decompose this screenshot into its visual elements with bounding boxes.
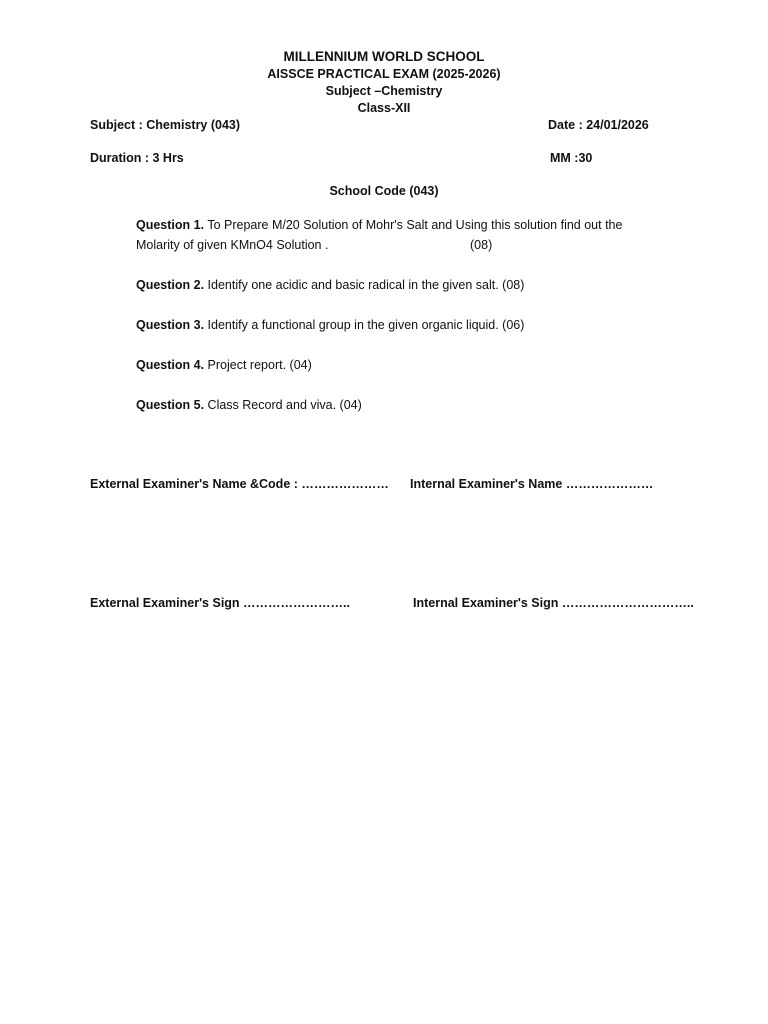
question-3-label: Question 3. xyxy=(136,318,205,332)
subject-heading: Subject –Chemistry xyxy=(325,84,443,98)
question-5 xyxy=(136,395,676,415)
question-1-label: Question 1. xyxy=(136,218,205,232)
question-2 xyxy=(136,275,676,295)
question-4 xyxy=(136,355,676,375)
question-1-text-line2: Molarity of given KMnO4 Solution . xyxy=(136,238,329,252)
question-1 xyxy=(136,215,676,255)
subject-field: Subject : Chemistry (043) xyxy=(90,118,241,132)
question-1-text-line1: To Prepare M/20 Solution of Mohr's Salt and Using this solution find out the xyxy=(204,218,623,232)
question-5-label: Question 5. xyxy=(136,398,205,412)
internal-examiner-sign-field: Internal Examiner's Sign ………………………….. xyxy=(413,596,694,610)
question-2-text: Identify one acidic and basic radical in the given salt. (08) xyxy=(204,278,525,292)
question-5-text: Class Record and viva. (04) xyxy=(204,398,362,412)
question-4-text: Project report. (04) xyxy=(204,358,312,372)
school-code: School Code (043) xyxy=(329,184,439,198)
internal-examiner-name-field: Internal Examiner's Name ………………… xyxy=(410,477,654,491)
question-1-marks: (08) xyxy=(470,238,493,252)
school-name: MILLENNIUM WORLD SCHOOL xyxy=(283,49,485,64)
external-examiner-name-field: External Examiner's Name &Code : ………………… xyxy=(90,477,389,491)
duration-field: Duration : 3 Hrs xyxy=(90,151,184,165)
max-marks-field: MM :30 xyxy=(550,151,593,165)
question-3 xyxy=(136,315,676,335)
external-examiner-sign-field: External Examiner's Sign …………………….. xyxy=(90,596,350,610)
date-field: Date : 24/01/2026 xyxy=(548,118,649,132)
exam-title: AISSCE PRACTICAL EXAM (2025-2026) xyxy=(267,67,501,81)
question-3-text: Identify a functional group in the given organic liquid. (06) xyxy=(204,318,525,332)
class-heading: Class-XII xyxy=(357,101,411,115)
question-4-label: Question 4. xyxy=(136,358,205,372)
question-2-label: Question 2. xyxy=(136,278,205,292)
